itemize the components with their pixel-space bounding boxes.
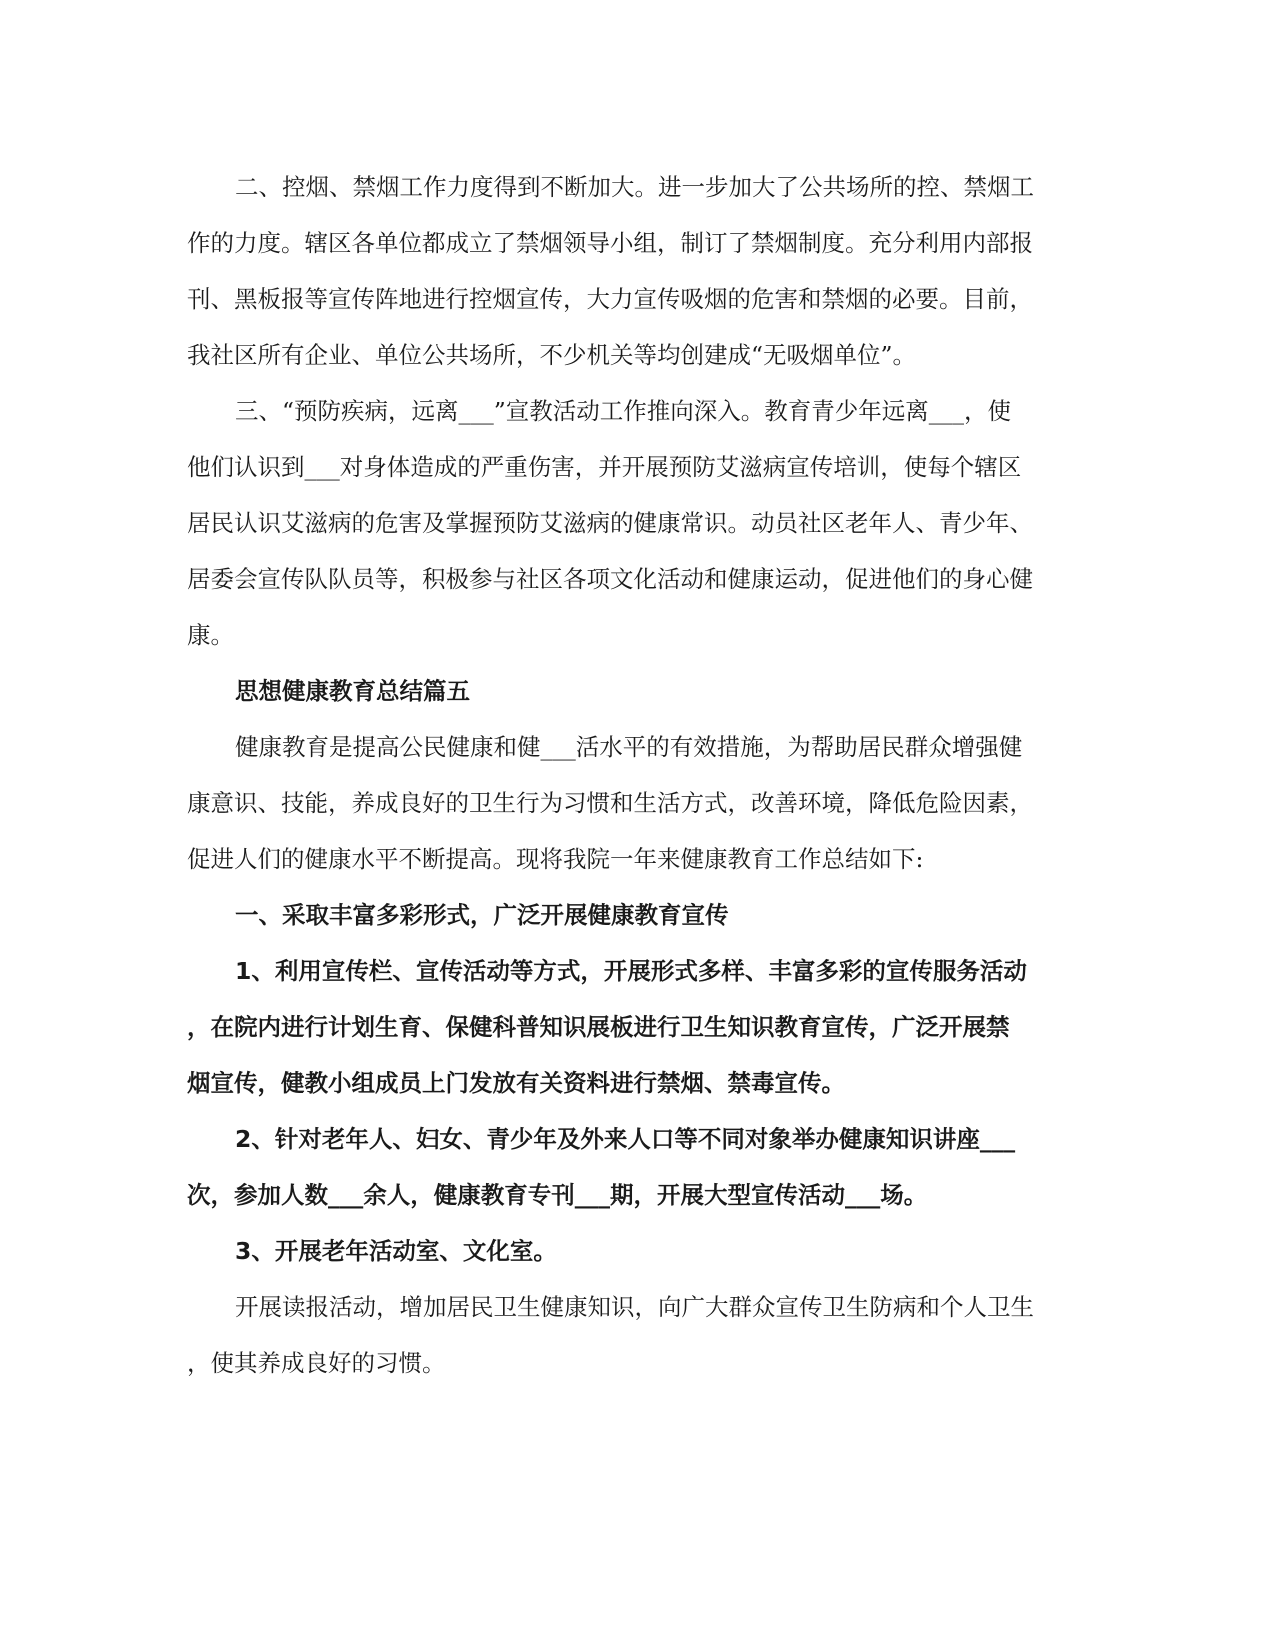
paragraph-line: 2、针对老年人、妇女、青少年及外来人口等不同对象举办健康知识讲座___ [235,1125,1016,1153]
paragraph-line: 1、利用宣传栏、宣传活动等方式，开展形式多样、丰富多彩的宣传服务活动 [235,957,1027,985]
paragraph-line: 促进人们的健康水平不断提高。现将我院一年来健康教育工作总结如下: [187,845,924,873]
paragraph-line: 次，参加人数___余人，健康教育专刊___期，开展大型宣传活动___场。 [187,1181,928,1209]
paragraph-line: ，在院内进行计划生育、保健科普知识展板进行卫生知识教育宣传，广泛开展禁 [187,1013,1010,1041]
paragraph-line: 开展读报活动，增加居民卫生健康知识，向广大群众宣传卫生防病和个人卫生 [235,1293,1034,1321]
section-heading: 思想健康教育总结篇五 [235,677,470,705]
paragraph-line: 3、开展老年活动室、文化室。 [235,1237,557,1265]
paragraph-line: ，使其养成良好的习惯。 [187,1349,446,1377]
paragraph-line: 作的力度。辖区各单位都成立了禁烟领导小组，制订了禁烟制度。充分利用内部报 [187,229,1033,257]
paragraph-line: 康。 [187,621,234,649]
paragraph-line: 居民认识艾滋病的危害及掌握预防艾滋病的健康常识。动员社区老年人、青少年、 [187,509,1033,537]
paragraph-line: 二、控烟、禁烟工作力度得到不断加大。进一步加大了公共场所的控、禁烟工 [235,173,1034,201]
paragraph-line: 康意识、技能，养成良好的卫生行为习惯和生活方式，改善环境，降低危险因素， [187,789,1033,817]
paragraph-line: 烟宣传，健教小组成员上门发放有关资料进行禁烟、禁毒宣传。 [187,1069,845,1097]
paragraph-line: 健康教育是提高公民健康和健___活水平的有效措施，为帮助居民群众增强健 [235,733,1023,761]
paragraph-line: 他们认识到___对身体造成的严重伤害，并开展预防艾滋病宣传培训，使每个辖区 [187,453,1022,481]
paragraph-line: 我社区所有企业、单位公共场所，不少机关等均创建成“无吸烟单位”。 [187,341,917,369]
paragraph-line: 刊、黑板报等宣传阵地进行控烟宣传，大力宣传吸烟的危害和禁烟的必要。目前， [187,285,1033,313]
paragraph-line: 三、“预防疾病，远离___”宣教活动工作推向深入。教育青少年远离___，使 [235,397,1012,425]
subheading: 一、采取丰富多彩形式，广泛开展健康教育宣传 [235,901,729,929]
paragraph-line: 居委会宣传队队员等，积极参与社区各项文化活动和健康运动，促进他们的身心健 [187,565,1033,593]
